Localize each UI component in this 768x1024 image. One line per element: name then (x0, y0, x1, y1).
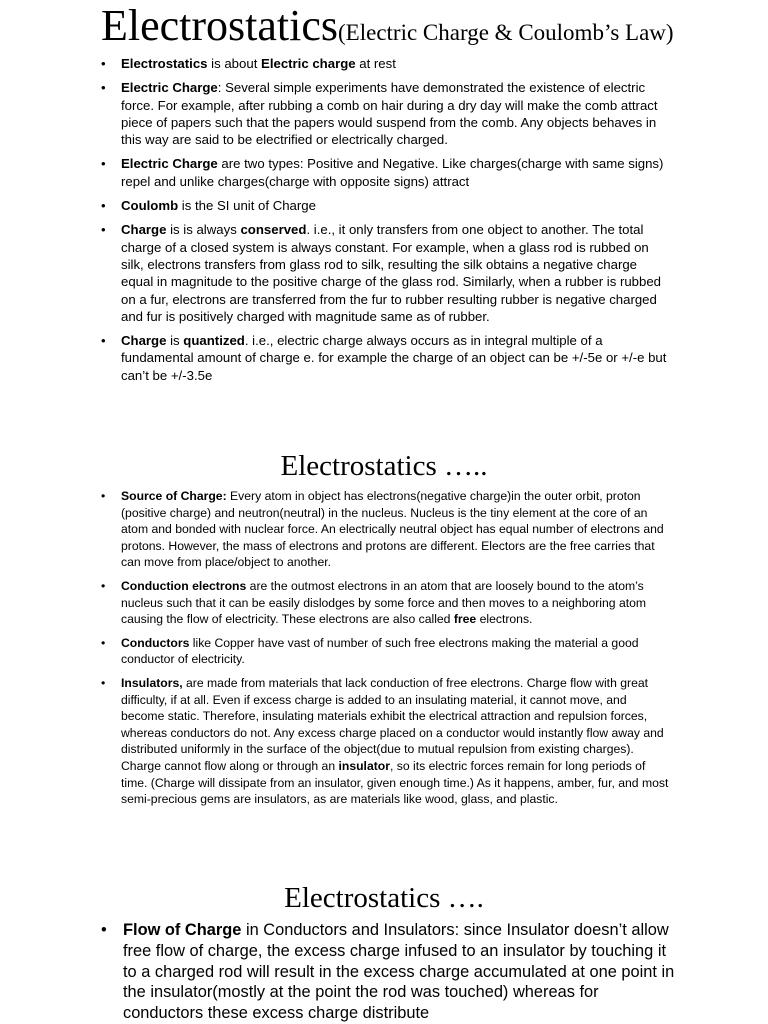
bullet-dot-icon: • (101, 333, 106, 349)
bold-term: free (453, 612, 477, 627)
bullet-text: , so its electric forces remain for long periods of time. (Charge will dissipate from an insulator, given enough time.) As it happens, amber, fur, and most semi-precious gems are insulators, as are materials like wood, glass, and plastic. (121, 758, 669, 807)
bullet-text: like Copper have vast of number of such free electrons making the material a good conductor of electricity. (121, 635, 639, 667)
bullet-dot-icon: • (101, 921, 107, 939)
bold-term: Electric Charge (121, 156, 218, 172)
bold-term: Charge (121, 222, 167, 238)
bullet-dot-icon: • (101, 675, 106, 690)
bold-term: insulator (338, 758, 390, 773)
bullet-item (101, 55, 669, 72)
bullet-text: is is always (166, 222, 241, 238)
bullet-text: are two types: Positive and Negative. Like charges(charge with same signs) repel and unlike charges(charge with opposite signs) attract (121, 156, 664, 189)
bold-term: Charge (121, 333, 167, 349)
bold-term: Insulators, (121, 675, 183, 690)
bullet-item (101, 488, 673, 571)
bullet-text: Every atom in object has electrons(negative charge)in the outer orbit, proton (positive charge) and neutron(neutral) in the nucleus. Nucleus is the tiny element at the core of an atom and bonded with nuclear force. An electrically neutral object has equal number of electrons and protons. However, the mass of electrons and protons are different. Electors are the free carries that can move from place/object to another. (121, 489, 664, 570)
bullet-dot-icon: • (101, 222, 106, 238)
slide-3-title: Electrostatics …. (284, 882, 484, 914)
bullet-item (101, 920, 675, 1024)
bullet-dot-icon: • (101, 489, 106, 503)
bullet-text: . i.e., electric charge always occurs as in integral multiple of a fundamental amount of charge e. for example the charge of an object can be +/-5e or +/-e but can’t be +/-3.5e (121, 333, 667, 383)
bold-term: Conduction electrons (121, 578, 247, 593)
bullet-item (101, 197, 669, 214)
bold-term: Coulomb (121, 198, 179, 214)
bullet-dot-icon: • (101, 80, 106, 96)
bold-term: Conductors (121, 635, 190, 650)
bold-term: quantized (183, 333, 245, 349)
bold-term: Electric Charge (121, 80, 218, 96)
bullet-item (101, 578, 673, 628)
bullet-dot-icon: • (101, 156, 106, 172)
bold-term: conserved (240, 222, 307, 238)
bullet-text: is (166, 333, 184, 349)
bold-term: Flow of Charge (123, 921, 242, 939)
bullet-item (101, 221, 669, 325)
bullet-text: in Conductors and Insulators: since Insulator doesn’t allow free flow of charge, the excess charge infused to an insulator by touching it to a charged rod will result in the excess charge accumulated at one point in the insulator(mostly at the point the rod was touched) whereas for conductors these excess charge distribute (123, 921, 675, 1023)
bullet-text: at rest (355, 56, 396, 71)
slide-2-bullet-list (101, 488, 673, 815)
bold-term: Source of Charge: (121, 489, 227, 503)
bullet-text: electrons. (476, 612, 533, 627)
bullet-text: is the SI unit of Charge (178, 198, 316, 214)
slide-1-title (101, 1, 674, 50)
bullet-item (101, 79, 669, 148)
title-main: Electrostatics (101, 1, 339, 50)
slide-2-title: Electrostatics ….. (280, 450, 488, 482)
slide-1-bullet-list (101, 55, 669, 391)
bullet-item (101, 155, 669, 190)
bullet-text: . i.e., it only transfers from one object to another. The total charge of a closed system is always constant. For example, when a glass rod is rubbed on silk, electrons transfers from glass rod to silk, resulting the silk obtains a negative charge equal in magnitude to the positive charge of the glass rod. Similarly, when a rubber is rubbed on a fur, electrons are transferred from the fur to rubber resulting rubber is negative charged and fur is positively charged with magnitude same as of rubber. (121, 222, 662, 324)
bullet-dot-icon: • (101, 635, 106, 650)
bullet-item (101, 332, 669, 384)
bullet-text: are made from materials that lack conduction of free electrons. Charge flow with great difficulty, if at all. Even if excess charge is added to an insulating material, it cannot move, and become static. Therefore, insulating materials exhibit the electrical attraction and repulsion forces, whereas conductors do not. Any excess charge placed on a conductor would instantly flow away and distributed uniformly in the surface of the object(due to mutual repulsion from existing charges). Charge cannot flow along or through an (121, 675, 664, 773)
bullet-text: are the outmost electrons in an atom that are loosely bound to the atom’s nucleus such that it can be easily dislodges by some force and then moves to a neighboring atom causing the flow of electricity. These electrons are also called (121, 578, 647, 627)
bullet-item (101, 675, 673, 808)
bullet-text: is about (207, 56, 262, 71)
bullet-dot-icon: • (101, 578, 106, 593)
slide-3-bullet-list (101, 920, 675, 1024)
bullet-dot-icon: • (101, 198, 106, 214)
bullet-text: : Several simple experiments have demonstrated the existence of electric force. For example, after rubbing a comb on hair during a dry day will make the comb attract piece of papers such that the papers would suspend from the comb. Any objects behaves in this way are said to be electrified or electrically charged. (121, 80, 658, 148)
bold-term: Electrostatics (121, 56, 208, 71)
bullet-dot-icon: • (101, 56, 106, 71)
title-subtitle: (Electric Charge & Coulomb’s Law) (338, 20, 674, 45)
bullet-item (101, 635, 673, 668)
bold-term: Electric charge (261, 56, 356, 71)
